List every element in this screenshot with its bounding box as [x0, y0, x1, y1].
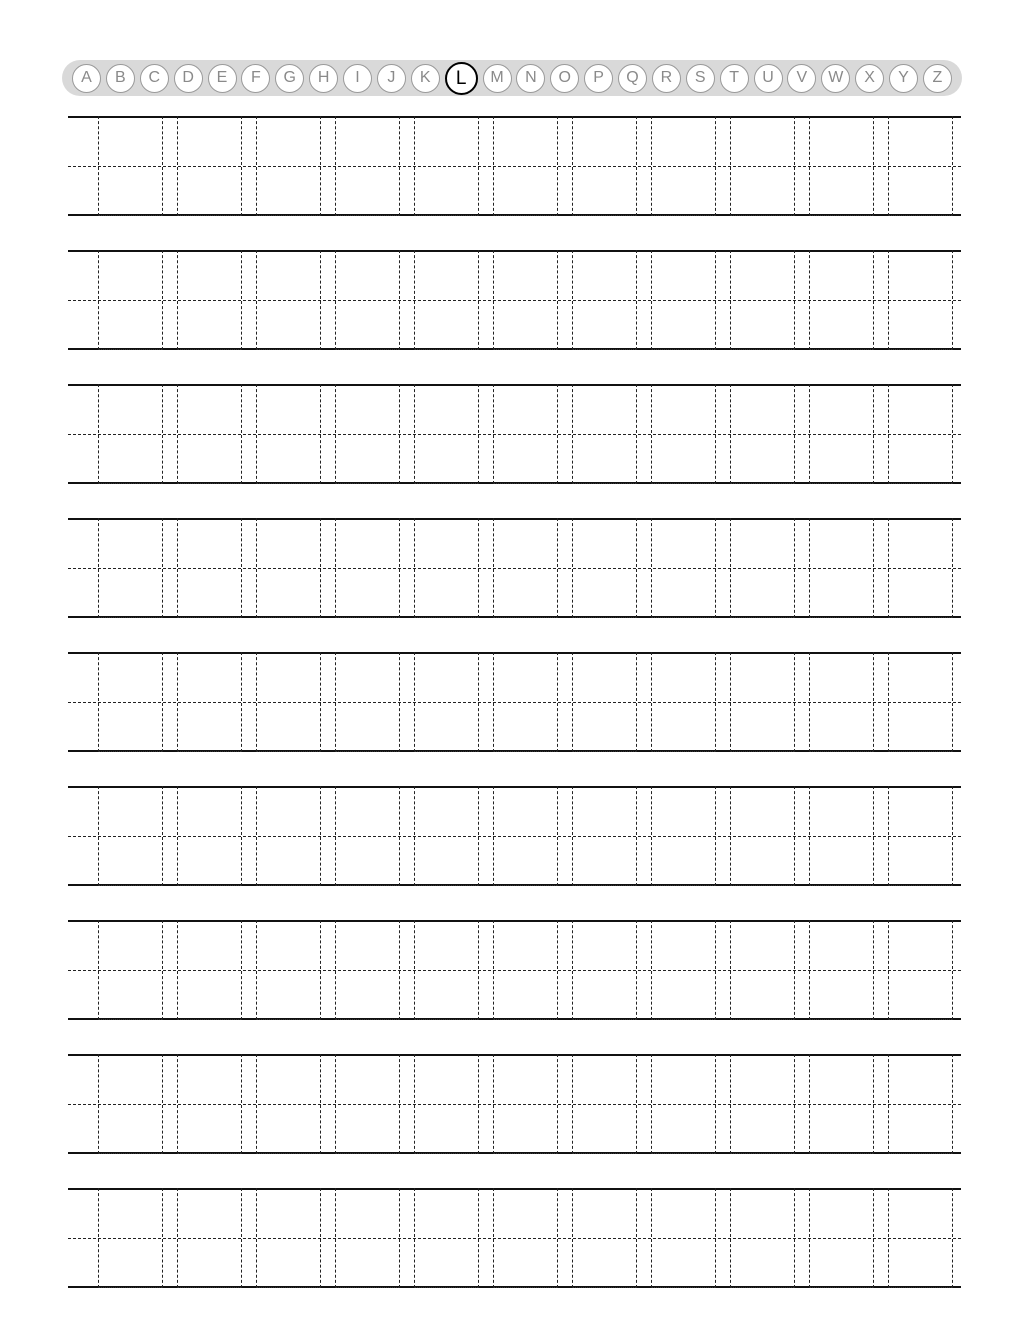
row-cells	[98, 652, 953, 752]
tracing-cell[interactable]	[256, 1054, 321, 1154]
tracing-cell-bottom-edge	[178, 349, 241, 350]
tracing-cell-bottom-edge	[178, 751, 241, 752]
tracing-cell-bottom-edge	[652, 885, 715, 886]
tracing-cell[interactable]	[256, 384, 321, 484]
tracing-cell-bottom-edge	[652, 751, 715, 752]
tracing-cell-bottom-edge	[889, 483, 952, 484]
tracing-cell[interactable]	[888, 250, 953, 350]
alphabet-chip-u[interactable]: U	[754, 64, 783, 93]
tracing-cell-bottom-edge	[178, 215, 241, 216]
alphabet-chip-h[interactable]: H	[309, 64, 338, 93]
tracing-cell-bottom-edge	[731, 1287, 794, 1288]
tracing-cell-bottom-edge	[257, 885, 320, 886]
tracing-cell[interactable]	[888, 920, 953, 1020]
tracing-cell[interactable]	[335, 1054, 400, 1154]
tracing-cell-bottom-edge	[336, 751, 399, 752]
alphabet-chip-i[interactable]: I	[343, 64, 372, 93]
tracing-cell-bottom-edge	[336, 349, 399, 350]
tracing-cell-bottom-edge	[652, 1019, 715, 1020]
tracing-cell-bottom-edge	[415, 483, 478, 484]
tracing-cell-bottom-edge	[336, 617, 399, 618]
tracing-cell-bottom-edge	[889, 1019, 952, 1020]
tracing-cell-bottom-edge	[494, 1153, 557, 1154]
tracing-cell[interactable]	[98, 116, 163, 216]
tracing-cell[interactable]	[809, 1054, 874, 1154]
tracing-cell[interactable]	[888, 1054, 953, 1154]
tracing-cell[interactable]	[335, 786, 400, 886]
alphabet-chip-q[interactable]: Q	[618, 64, 647, 93]
practice-row	[68, 518, 961, 618]
tracing-cell[interactable]	[335, 250, 400, 350]
tracing-cell-bottom-edge	[257, 483, 320, 484]
tracing-cell[interactable]	[177, 116, 242, 216]
practice-row	[68, 1188, 961, 1288]
tracing-cell[interactable]	[98, 920, 163, 1020]
tracing-cell[interactable]	[98, 384, 163, 484]
alphabet-chip-w[interactable]: W	[821, 64, 850, 93]
tracing-cell-bottom-edge	[99, 751, 162, 752]
alphabet-chip-a[interactable]: A	[72, 64, 101, 93]
tracing-cell[interactable]	[414, 1188, 479, 1288]
tracing-cell[interactable]	[414, 518, 479, 618]
tracing-cell[interactable]	[888, 652, 953, 752]
practice-row	[68, 384, 961, 484]
tracing-cell-bottom-edge	[178, 617, 241, 618]
tracing-cell-bottom-edge	[573, 885, 636, 886]
tracing-cell-bottom-edge	[810, 1019, 873, 1020]
alphabet-chip-n[interactable]: N	[516, 64, 545, 93]
tracing-cell-bottom-edge	[810, 1153, 873, 1154]
tracing-cell-bottom-edge	[415, 1019, 478, 1020]
alphabet-chip-t[interactable]: T	[720, 64, 749, 93]
tracing-cell-bottom-edge	[494, 1287, 557, 1288]
tracing-cell[interactable]	[651, 920, 716, 1020]
tracing-cell-bottom-edge	[652, 1287, 715, 1288]
tracing-cell-bottom-edge	[652, 483, 715, 484]
tracing-cell-bottom-edge	[810, 349, 873, 350]
tracing-cell[interactable]	[572, 786, 637, 886]
alphabet-chip-s[interactable]: S	[686, 64, 715, 93]
tracing-cell-bottom-edge	[99, 617, 162, 618]
tracing-cell-bottom-edge	[810, 617, 873, 618]
tracing-cell[interactable]	[651, 1054, 716, 1154]
alphabet-chip-l[interactable]: L	[445, 62, 478, 95]
tracing-cell[interactable]	[888, 384, 953, 484]
tracing-cell[interactable]	[572, 1188, 637, 1288]
tracing-cell[interactable]	[414, 384, 479, 484]
tracing-cell-bottom-edge	[573, 349, 636, 350]
tracing-cell-bottom-edge	[178, 1153, 241, 1154]
row-cells	[98, 250, 953, 350]
tracing-cell-bottom-edge	[889, 1287, 952, 1288]
tracing-cell-bottom-edge	[99, 483, 162, 484]
alphabet-chip-p[interactable]: P	[584, 64, 613, 93]
tracing-cell-bottom-edge	[415, 885, 478, 886]
tracing-cell-bottom-edge	[178, 483, 241, 484]
tracing-cell-bottom-edge	[573, 617, 636, 618]
tracing-cell-bottom-edge	[336, 1019, 399, 1020]
tracing-cell[interactable]	[414, 116, 479, 216]
tracing-cell-bottom-edge	[494, 1019, 557, 1020]
tracing-cell[interactable]	[335, 1188, 400, 1288]
tracing-cell-bottom-edge	[257, 349, 320, 350]
tracing-cell[interactable]	[335, 384, 400, 484]
tracing-cell-bottom-edge	[573, 751, 636, 752]
tracing-cell-bottom-edge	[257, 751, 320, 752]
tracing-cell[interactable]	[493, 384, 558, 484]
tracing-cell-bottom-edge	[415, 617, 478, 618]
tracing-cell-bottom-edge	[178, 1019, 241, 1020]
alphabet-chip-g[interactable]: G	[275, 64, 304, 93]
tracing-cell-bottom-edge	[257, 215, 320, 216]
tracing-cell-bottom-edge	[336, 483, 399, 484]
tracing-cell-bottom-edge	[336, 1287, 399, 1288]
tracing-cell[interactable]	[572, 116, 637, 216]
tracing-cell-bottom-edge	[731, 885, 794, 886]
alphabet-strip	[62, 60, 962, 96]
alphabet-chip-b[interactable]: B	[106, 64, 135, 93]
tracing-cell[interactable]	[888, 786, 953, 886]
tracing-cell[interactable]	[809, 116, 874, 216]
tracing-cell-bottom-edge	[336, 215, 399, 216]
row-cells	[98, 920, 953, 1020]
tracing-cell-bottom-edge	[652, 349, 715, 350]
alphabet-chip-z[interactable]: Z	[923, 64, 952, 93]
tracing-cell[interactable]	[572, 250, 637, 350]
tracing-cell-bottom-edge	[99, 885, 162, 886]
row-cells	[98, 786, 953, 886]
tracing-cell[interactable]	[730, 384, 795, 484]
tracing-cell-bottom-edge	[415, 1153, 478, 1154]
tracing-cell-bottom-edge	[415, 349, 478, 350]
tracing-cell-bottom-edge	[652, 1153, 715, 1154]
tracing-cell[interactable]	[493, 250, 558, 350]
tracing-cell-bottom-edge	[731, 1153, 794, 1154]
tracing-cell[interactable]	[98, 652, 163, 752]
tracing-cell-bottom-edge	[257, 1287, 320, 1288]
tracing-cell[interactable]	[493, 518, 558, 618]
tracing-cell-bottom-edge	[810, 1287, 873, 1288]
tracing-cell-bottom-edge	[336, 1153, 399, 1154]
tracing-cell[interactable]	[98, 250, 163, 350]
tracing-cell[interactable]	[256, 116, 321, 216]
tracing-cell[interactable]	[651, 518, 716, 618]
tracing-cell[interactable]	[414, 652, 479, 752]
tracing-cell-bottom-edge	[573, 215, 636, 216]
tracing-cell[interactable]	[809, 920, 874, 1020]
tracing-cell[interactable]	[256, 250, 321, 350]
tracing-cell[interactable]	[809, 652, 874, 752]
tracing-cell[interactable]	[177, 250, 242, 350]
tracing-cell[interactable]	[730, 920, 795, 1020]
tracing-cell-bottom-edge	[99, 349, 162, 350]
tracing-cell-bottom-edge	[494, 215, 557, 216]
row-cells	[98, 384, 953, 484]
tracing-cell[interactable]	[809, 384, 874, 484]
tracing-cell[interactable]	[572, 518, 637, 618]
tracing-cell-bottom-edge	[731, 617, 794, 618]
tracing-cell[interactable]	[493, 116, 558, 216]
tracing-cell[interactable]	[335, 652, 400, 752]
tracing-cell-bottom-edge	[494, 751, 557, 752]
practice-row	[68, 652, 961, 752]
tracing-cell[interactable]	[414, 250, 479, 350]
tracing-cell[interactable]	[572, 384, 637, 484]
tracing-cell[interactable]	[98, 518, 163, 618]
alphabet-chip-m[interactable]: M	[483, 64, 512, 93]
tracing-cell[interactable]	[572, 1054, 637, 1154]
alphabet-chip-c[interactable]: C	[140, 64, 169, 93]
tracing-cell[interactable]	[809, 518, 874, 618]
alphabet-chip-r[interactable]: R	[652, 64, 681, 93]
tracing-cell-bottom-edge	[336, 885, 399, 886]
tracing-cell-bottom-edge	[573, 1287, 636, 1288]
tracing-cell[interactable]	[98, 1188, 163, 1288]
tracing-cell[interactable]	[335, 920, 400, 1020]
tracing-cell[interactable]	[730, 518, 795, 618]
tracing-cell[interactable]	[730, 652, 795, 752]
tracing-cell[interactable]	[651, 1188, 716, 1288]
alphabet-chip-d[interactable]: D	[174, 64, 203, 93]
tracing-cell[interactable]	[651, 652, 716, 752]
tracing-cell[interactable]	[572, 920, 637, 1020]
tracing-cell-bottom-edge	[889, 215, 952, 216]
tracing-cell-bottom-edge	[494, 617, 557, 618]
tracing-cell[interactable]	[730, 116, 795, 216]
tracing-cell[interactable]	[651, 116, 716, 216]
tracing-cell[interactable]	[730, 786, 795, 886]
tracing-cell-bottom-edge	[573, 1019, 636, 1020]
tracing-cell[interactable]	[493, 920, 558, 1020]
tracing-cell[interactable]	[651, 786, 716, 886]
practice-row	[68, 116, 961, 216]
tracing-cell[interactable]	[730, 1054, 795, 1154]
alphabet-chip-e[interactable]: E	[208, 64, 237, 93]
alphabet-chip-k[interactable]: K	[411, 64, 440, 93]
tracing-cell[interactable]	[651, 384, 716, 484]
practice-row	[68, 920, 961, 1020]
tracing-cell[interactable]	[414, 920, 479, 1020]
tracing-cell-bottom-edge	[731, 751, 794, 752]
tracing-cell[interactable]	[572, 652, 637, 752]
tracing-cell[interactable]	[651, 250, 716, 350]
tracing-cell[interactable]	[177, 786, 242, 886]
tracing-cell[interactable]	[888, 1188, 953, 1288]
tracing-cell[interactable]	[414, 786, 479, 886]
tracing-cell[interactable]	[256, 652, 321, 752]
tracing-cell[interactable]	[177, 652, 242, 752]
tracing-cell[interactable]	[730, 1188, 795, 1288]
tracing-cell-bottom-edge	[810, 483, 873, 484]
tracing-cell-bottom-edge	[652, 215, 715, 216]
tracing-cell[interactable]	[177, 1188, 242, 1288]
tracing-cell[interactable]	[98, 786, 163, 886]
tracing-cell[interactable]	[414, 1054, 479, 1154]
tracing-cell[interactable]	[256, 1188, 321, 1288]
tracing-cell-bottom-edge	[889, 885, 952, 886]
alphabet-chip-y[interactable]: Y	[889, 64, 918, 93]
tracing-cell[interactable]	[177, 1054, 242, 1154]
tracing-cell-bottom-edge	[731, 1019, 794, 1020]
tracing-cell[interactable]	[493, 1188, 558, 1288]
tracing-cell-bottom-edge	[889, 1153, 952, 1154]
tracing-cell-bottom-edge	[415, 215, 478, 216]
tracing-cell-bottom-edge	[494, 885, 557, 886]
alphabet-chip-o[interactable]: O	[550, 64, 579, 93]
tracing-cell-bottom-edge	[494, 349, 557, 350]
tracing-cell[interactable]	[809, 250, 874, 350]
tracing-cell-bottom-edge	[257, 617, 320, 618]
tracing-cell-bottom-edge	[99, 1019, 162, 1020]
alphabet-chip-v[interactable]: V	[787, 64, 816, 93]
tracing-cell-bottom-edge	[99, 1287, 162, 1288]
tracing-cell[interactable]	[177, 384, 242, 484]
alphabet-chip-x[interactable]: X	[855, 64, 884, 93]
tracing-cell-bottom-edge	[415, 1287, 478, 1288]
tracing-cell[interactable]	[809, 786, 874, 886]
tracing-cell-bottom-edge	[889, 349, 952, 350]
tracing-cell[interactable]	[335, 518, 400, 618]
row-cells	[98, 116, 953, 216]
tracing-cell[interactable]	[98, 1054, 163, 1154]
tracing-cell-bottom-edge	[810, 885, 873, 886]
tracing-cell[interactable]	[177, 518, 242, 618]
tracing-cell-bottom-edge	[494, 483, 557, 484]
tracing-cell-bottom-edge	[652, 617, 715, 618]
tracing-cell-bottom-edge	[810, 751, 873, 752]
alphabet-chip-j[interactable]: J	[377, 64, 406, 93]
practice-row	[68, 1054, 961, 1154]
tracing-cell-bottom-edge	[178, 885, 241, 886]
tracing-cell[interactable]	[256, 920, 321, 1020]
tracing-cell-bottom-edge	[731, 349, 794, 350]
tracing-cell-bottom-edge	[99, 215, 162, 216]
tracing-cell[interactable]	[730, 250, 795, 350]
tracing-cell[interactable]	[493, 1054, 558, 1154]
tracing-cell-bottom-edge	[415, 751, 478, 752]
tracing-cell-bottom-edge	[810, 215, 873, 216]
tracing-cell-bottom-edge	[731, 483, 794, 484]
tracing-cell-bottom-edge	[178, 1287, 241, 1288]
tracing-cell-bottom-edge	[99, 1153, 162, 1154]
tracing-cell[interactable]	[256, 518, 321, 618]
row-cells	[98, 1188, 953, 1288]
row-cells	[98, 1054, 953, 1154]
tracing-cell-bottom-edge	[573, 483, 636, 484]
tracing-cell-bottom-edge	[573, 1153, 636, 1154]
tracing-cell-bottom-edge	[257, 1019, 320, 1020]
tracing-cell[interactable]	[493, 652, 558, 752]
tracing-cell-bottom-edge	[257, 1153, 320, 1154]
tracing-cell[interactable]	[888, 518, 953, 618]
practice-row	[68, 250, 961, 350]
tracing-cell-bottom-edge	[889, 751, 952, 752]
alphabet-chip-f[interactable]: F	[241, 64, 270, 93]
tracing-cell[interactable]	[809, 1188, 874, 1288]
tracing-cell[interactable]	[177, 920, 242, 1020]
practice-row	[68, 786, 961, 886]
row-cells	[98, 518, 953, 618]
tracing-cell[interactable]	[888, 116, 953, 216]
tracing-cell-bottom-edge	[889, 617, 952, 618]
tracing-cell[interactable]	[493, 786, 558, 886]
practice-rows	[68, 116, 961, 1322]
tracing-cell-bottom-edge	[731, 215, 794, 216]
tracing-cell[interactable]	[256, 786, 321, 886]
tracing-cell[interactable]	[335, 116, 400, 216]
